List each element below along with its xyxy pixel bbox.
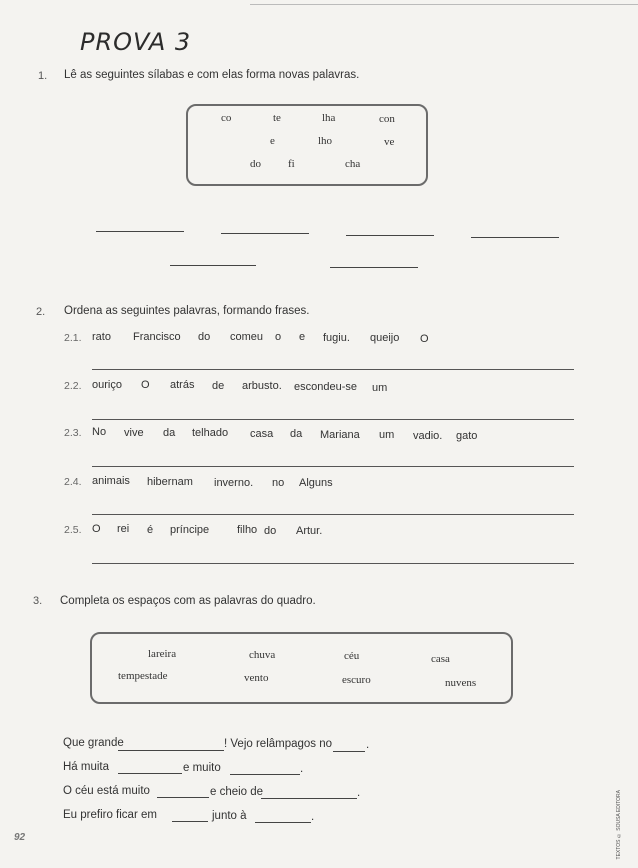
word: No [92,426,107,438]
word: escondeu-se [294,381,357,393]
fill-blank[interactable] [255,822,311,823]
sentence-part: e muito [183,762,221,774]
word: do [198,331,211,343]
fill-blank[interactable] [261,798,357,799]
word: de [212,380,225,392]
answer-blank[interactable] [96,231,184,232]
box-word: escuro [342,674,371,686]
word: O [92,523,101,535]
fill-blank[interactable] [230,774,300,775]
word: inverno. [214,477,254,489]
box-word: vento [244,672,269,684]
item-number: 2.2. [64,380,82,392]
syllable: fi [288,158,295,170]
syllable: co [221,112,232,124]
item-number: 2.4. [64,476,82,488]
word: da [290,428,303,440]
box-word: nuvens [445,677,477,689]
q1-instruction: Lê as seguintes sílabas e com elas forma novas palavras. [64,69,360,81]
word: hibernam [147,476,193,488]
answer-line[interactable] [92,514,574,515]
syllable: ve [384,136,395,148]
q3-instruction: Completa os espaços com as palavras do quadro. [60,595,316,607]
answer-blank[interactable] [471,237,559,238]
word: Alguns [299,477,333,489]
word: telhado [192,427,229,439]
answer-blank[interactable] [170,265,256,266]
word: rei [117,523,130,535]
item-number: 2.1. [64,332,82,344]
page-number: 92 [14,832,26,843]
syllable: con [379,113,395,125]
word: o [275,331,282,343]
sentence-part: . [357,787,361,799]
sentence-part: . [300,763,304,775]
box-word: céu [344,650,360,662]
item-number: 2.3. [64,427,82,439]
item-number: 2.5. [64,524,82,536]
syllable: lho [318,135,333,147]
sentence-part: Eu prefiro ficar em [63,809,157,821]
word: queijo [370,332,400,344]
syllable: lha [322,112,336,124]
sentence-part: Que grande [63,737,124,749]
word: fugiu. [323,332,350,344]
fill-blank[interactable] [118,750,224,751]
q3-number: 3. [33,595,43,607]
syllable: e [270,135,275,147]
copyright-text: TEXTOS © SOUSA EDITORA [616,790,622,860]
box-word: chuva [249,649,276,661]
word: ouriço [92,379,122,391]
sentence-part: . [366,739,370,751]
fill-blank[interactable] [118,773,182,774]
word: Mariana [320,429,360,441]
word: do [264,525,277,537]
word: um [379,429,395,441]
top-rule [250,4,638,5]
q1-number: 1. [38,70,48,82]
sentence-part: e cheio de [210,786,264,798]
answer-line[interactable] [92,369,574,370]
word: O [420,333,429,345]
sentence-part: O céu está muito [63,785,150,797]
syllable: cha [345,158,361,170]
box-word: lareira [148,648,177,660]
word: é [147,524,154,536]
sentence-part: Há muita [63,761,110,773]
box-word: tempestade [118,670,168,682]
word: Artur. [296,525,323,537]
word: um [372,382,388,394]
answer-blank[interactable] [221,233,309,234]
word: animais [92,475,130,487]
word: atrás [170,379,195,391]
word-box [90,632,513,704]
word: Francisco [133,331,181,343]
fill-blank[interactable] [172,821,208,822]
answer-line[interactable] [92,419,574,420]
answer-line[interactable] [92,466,574,467]
word: da [163,427,176,439]
word: rato [92,331,111,343]
word: casa [250,428,274,440]
sentence-part: ! Vejo relâmpagos no [224,738,333,750]
word: arbusto. [242,380,282,392]
syllable: do [250,158,261,170]
page-title: PROVA 3 [80,28,192,56]
answer-line[interactable] [92,563,574,564]
q2-instruction: Ordena as seguintes palavras, formando frases. [64,305,310,317]
box-word: casa [431,653,450,665]
word: vadio. [413,430,443,442]
word: príncipe [170,524,210,536]
fill-blank[interactable] [333,751,365,752]
fill-blank[interactable] [157,797,209,798]
word: filho [237,524,258,536]
answer-blank[interactable] [346,235,434,236]
word: e [299,331,306,343]
answer-blank[interactable] [330,267,418,268]
word: gato [456,430,478,442]
word: vive [124,427,144,439]
word: comeu [230,331,264,343]
word: no [272,477,285,489]
q2-number: 2. [36,306,46,318]
sentence-part: junto à [212,810,247,822]
syllable: te [273,112,281,124]
word: O [141,379,150,391]
sentence-part: . [311,811,315,823]
